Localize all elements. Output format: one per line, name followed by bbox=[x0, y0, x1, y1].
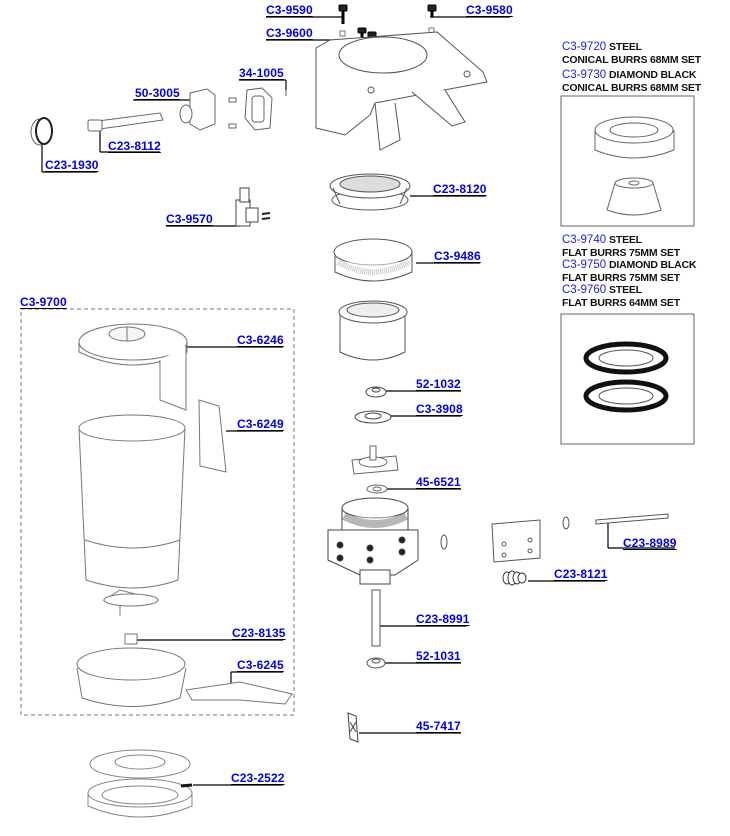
part-link-c3-9590[interactable]: C3-9590 bbox=[266, 3, 313, 17]
burr-type: DIAMOND BLACK bbox=[609, 69, 697, 81]
part-link-c3-6245[interactable]: C3-6245 bbox=[237, 658, 284, 672]
part-link-45-7417[interactable]: 45-7417 bbox=[416, 719, 461, 733]
part-link-c3-6246[interactable]: C3-6246 bbox=[237, 333, 284, 347]
part-link-c3-9486[interactable]: C3-9486 bbox=[434, 249, 481, 263]
burr-code-link[interactable]: C3-9740 bbox=[562, 234, 607, 246]
part-link-c23-8991[interactable]: C23-8991 bbox=[416, 612, 470, 626]
part-link-34-1005[interactable]: 34-1005 bbox=[239, 66, 284, 80]
burr-desc: FLAT BURRS 64MM SET bbox=[562, 296, 680, 309]
burr-desc: FLAT BURRS 75MM SET bbox=[562, 246, 680, 259]
part-link-c23-1930[interactable]: C23-1930 bbox=[45, 158, 99, 172]
flat-burr-box bbox=[561, 314, 694, 444]
burr-set-c3-9750 bbox=[562, 259, 696, 284]
part-link-c23-8989[interactable]: C23-8989 bbox=[623, 536, 677, 550]
part-link-c23-8120[interactable]: C23-8120 bbox=[433, 182, 487, 196]
part-link-c3-3908[interactable]: C3-3908 bbox=[416, 402, 463, 416]
burr-code-link[interactable]: C3-9720 bbox=[562, 41, 607, 53]
burr-code-link[interactable]: C3-9750 bbox=[562, 259, 607, 271]
part-link-52-1032[interactable]: 52-1032 bbox=[416, 377, 461, 391]
burr-set-c3-9720 bbox=[562, 41, 701, 66]
burr-set-c3-9730 bbox=[562, 69, 701, 94]
burr-type: STEEL bbox=[609, 284, 642, 296]
part-link-45-6521[interactable]: 45-6521 bbox=[416, 475, 461, 489]
burr-desc: FLAT BURRS 75MM SET bbox=[562, 271, 680, 284]
group-link-c3-9700[interactable]: C3-9700 bbox=[20, 295, 67, 309]
part-link-c23-2522[interactable]: C23-2522 bbox=[231, 771, 285, 785]
burr-code-link[interactable]: C3-9730 bbox=[562, 69, 607, 81]
part-link-c23-8112[interactable]: C23-8112 bbox=[108, 139, 161, 153]
part-link-c3-9600[interactable]: C3-9600 bbox=[266, 26, 313, 40]
flat-burr-sets bbox=[562, 234, 696, 309]
part-link-c3-9580[interactable]: C3-9580 bbox=[466, 3, 513, 17]
burr-desc: CONICAL BURRS 68MM SET bbox=[562, 81, 701, 94]
conical-burr-sets bbox=[562, 41, 701, 94]
part-link-c23-8135[interactable]: C23-8135 bbox=[232, 626, 286, 640]
part-link-c3-9570[interactable]: C3-9570 bbox=[166, 212, 213, 226]
burr-type: DIAMOND BLACK bbox=[609, 259, 697, 271]
part-link-50-3005[interactable]: 50-3005 bbox=[135, 86, 180, 100]
burr-type: STEEL bbox=[609, 41, 642, 53]
burr-code-link[interactable]: C3-9760 bbox=[562, 284, 607, 296]
burr-desc: CONICAL BURRS 68MM SET bbox=[562, 53, 701, 66]
burr-type: STEEL bbox=[609, 234, 642, 246]
burr-set-c3-9740 bbox=[562, 234, 696, 259]
part-link-c3-6249[interactable]: C3-6249 bbox=[237, 417, 284, 431]
burr-set-c3-9760 bbox=[562, 284, 696, 309]
part-link-c23-8121[interactable]: C23-8121 bbox=[554, 567, 608, 581]
part-link-52-1031[interactable]: 52-1031 bbox=[416, 649, 461, 663]
